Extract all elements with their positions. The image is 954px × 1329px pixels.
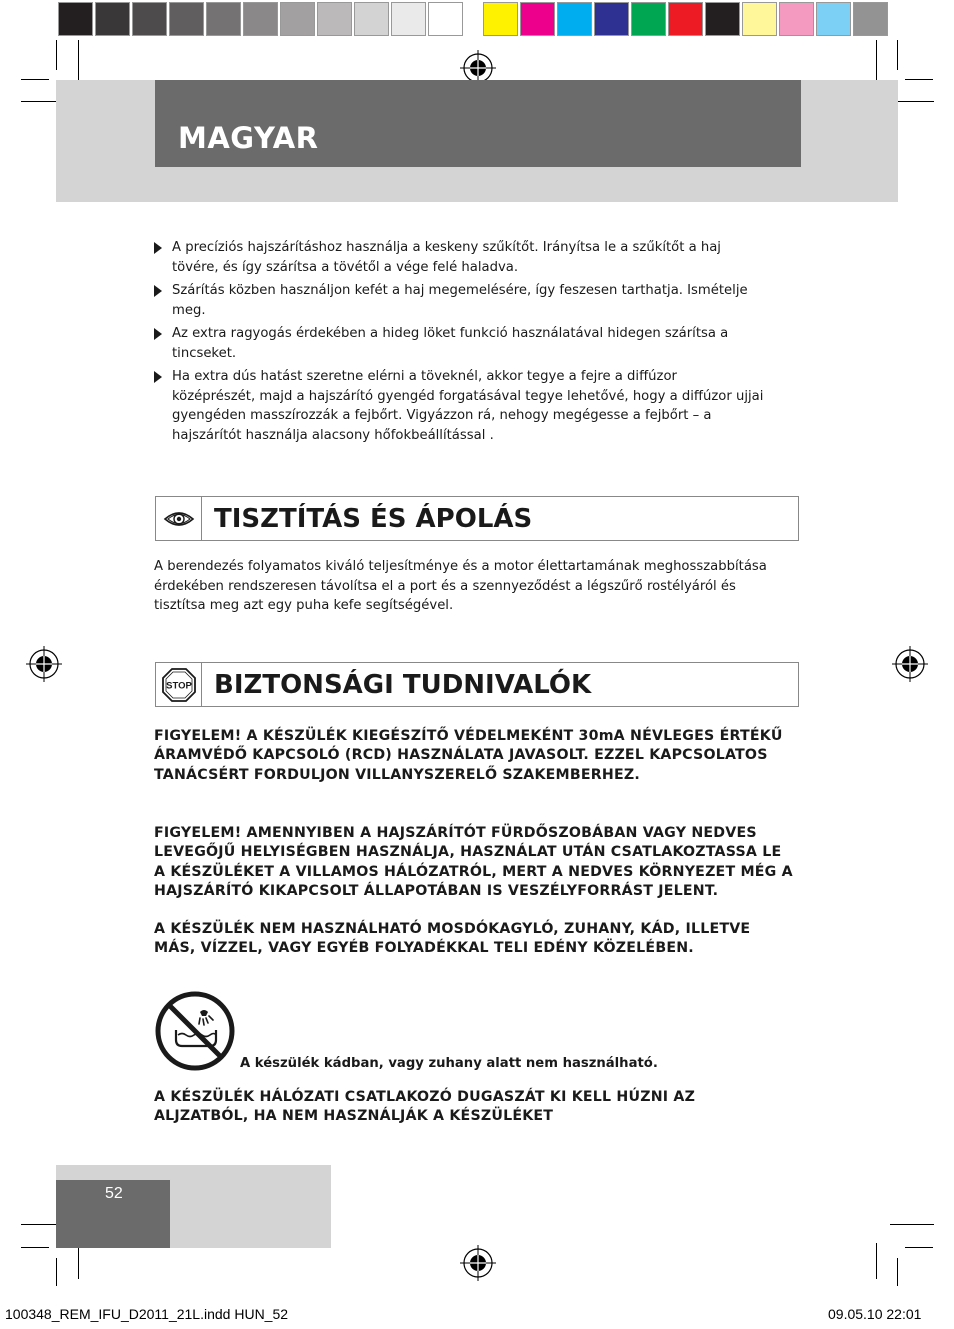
bullet-arrow-icon: [154, 328, 162, 340]
section-title: TISZTÍTÁS ÉS ÁPOLÁS: [214, 504, 533, 534]
no-bath-shower-icon: [154, 990, 236, 1072]
cleaning-text: A berendezés folyamatos kiváló teljesítménye és a motor élettartamának meghosszabbítása érdekében rendszeresen távolítsa el a port és a szennyeződést a légszűrő rostélyáról és tisztítsa meg azt egy puha kefe segítségével.: [154, 559, 767, 614]
safety-section-header: [155, 662, 799, 707]
bath-caption: A készülék kádban, vagy zuhany alatt nem használható.: [240, 1056, 658, 1071]
color-swatch: [206, 2, 241, 36]
color-swatch: [853, 2, 888, 36]
rcd-warning: FIGYELEM! A KÉSZÜLÉK KIEGÉSZÍTŐ VÉDELMEKÉNT 30mA NÉVLEGES ÉRTÉKŰ ÁRAMVÉDŐ KAPCSOLÓ (RCD) HASZNÁLATA JAVASOLT. EZZEL KAPCSOLATOS TANÁCSÉRT FORDULJON VILLANYSZERELŐ SZAKEMBERHEZ.: [154, 728, 783, 783]
color-swatch: [280, 2, 315, 36]
color-swatch: [132, 2, 167, 36]
list-item: Szárítás közben használjon kefét a haj megemelésére, így feszesen tarthatja. Ismételje meg.: [154, 281, 764, 320]
water-warning: A KÉSZÜLÉK NEM HASZNÁLHATÓ MOSDÓKAGYLÓ, ZUHANY, KÁD, ILLETVE MÁS, VÍZZEL, VAGY EGYÉB FOLYADÉKKAL TELI EDÉNY KÖZELÉBEN.: [154, 921, 751, 957]
color-swatch: [391, 2, 426, 36]
crop-mark: [21, 1247, 49, 1248]
bullet-arrow-icon: [154, 371, 162, 383]
bullet-arrow-icon: [154, 285, 162, 297]
section-title: BIZTONSÁGI TUDNIVALÓK: [214, 670, 592, 700]
list-item: A precíziós hajszárításhoz használja a keskeny szűkítőt. Irányítsa le a szűkítőt a haj tövére, és így szárítsa a tövétől a vége felé haladva.: [154, 238, 764, 277]
crop-mark: [56, 40, 57, 70]
color-swatch: [631, 2, 666, 36]
color-swatch: [354, 2, 389, 36]
registration-mark-icon: [26, 646, 62, 682]
bathroom-warning: FIGYELEM! AMENNYIBEN A HAJSZÁRÍTÓT FÜRDŐSZOBÁBAN VAGY NEDVES LEVEGŐJŰ HELYISÉGBEN HASZNÁLJA, HASZNÁLAT UTÁN CSATLAKOZTASSA LE A KÉSZÜLÉKET A VILLAMOS HÁLÓZATRÓL, MERT A NEDVES KÖRNYEZET MÉG A HAJSZÁRÍTÓ KIKAPCSOLT ÁLLAPOTÁBAN IS VESZÉLYFORRÁST JELENT.: [154, 825, 793, 899]
crop-mark: [890, 1224, 934, 1225]
page-title: MAGYAR: [178, 121, 319, 155]
file-slug: 100348_REM_IFU_D2011_21L.indd HUN_52: [5, 1306, 289, 1322]
color-swatch: [668, 2, 703, 36]
crop-mark: [897, 1258, 898, 1286]
unplug-warning: A KÉSZÜLÉK HÁLÓZATI CSATLAKOZÓ DUGASZÁT KI KELL HÚZNI AZ ALJZATBÓL, HA NEM HASZNÁLJÁK A KÉSZÜLÉKET: [154, 1089, 696, 1125]
gray-color-bar: [58, 0, 465, 38]
color-swatch: [58, 2, 93, 36]
crop-mark: [56, 1258, 57, 1286]
cleaning-section-header: [155, 496, 799, 541]
registration-mark-icon: [892, 646, 928, 682]
color-swatch: [243, 2, 278, 36]
color-swatch: [742, 2, 777, 36]
color-swatch: [483, 2, 518, 36]
instruction-list: [154, 238, 764, 449]
color-swatch: [557, 2, 592, 36]
bullet-arrow-icon: [154, 242, 162, 254]
list-item: Ha extra dús hatást szeretne elérni a töveknél, akkor tegye a fejre a diffúzor középrészét, majd a hajszárító gyengéd forgatásával tegye lehetővé, hogy a diffúzor ujjai gyengéden masszírozzák a fejbőrt. Vigyázzon rá, nehogy megégesse a fejbőrt – a hajszárítót használja alacsony hőfokbeállítással .: [154, 367, 764, 445]
crop-mark: [876, 1243, 877, 1279]
crop-mark: [78, 1243, 79, 1279]
list-item: Az extra ragyogás érdekében a hideg löket funkció használatával hidegen szárítsa a tincseket.: [154, 324, 764, 363]
crop-mark: [897, 40, 898, 70]
eye-icon: [163, 508, 195, 530]
color-swatch: [779, 2, 814, 36]
color-swatch: [520, 2, 555, 36]
crop-mark: [905, 1247, 933, 1248]
color-swatch: [428, 2, 463, 36]
color-swatch: [594, 2, 629, 36]
process-color-bar: [483, 0, 890, 38]
color-swatch: [705, 2, 740, 36]
registration-mark-icon: [460, 1245, 496, 1281]
page-number: 52: [105, 1185, 123, 1202]
svg-text:STOP: STOP: [165, 680, 192, 691]
print-date: 09.05.10 22:01: [828, 1306, 922, 1322]
color-swatch: [95, 2, 130, 36]
crop-mark: [905, 79, 933, 80]
stop-sign-icon: [161, 667, 197, 703]
color-swatch: [317, 2, 352, 36]
color-swatch: [816, 2, 851, 36]
color-swatch: [169, 2, 204, 36]
crop-mark: [21, 79, 49, 80]
